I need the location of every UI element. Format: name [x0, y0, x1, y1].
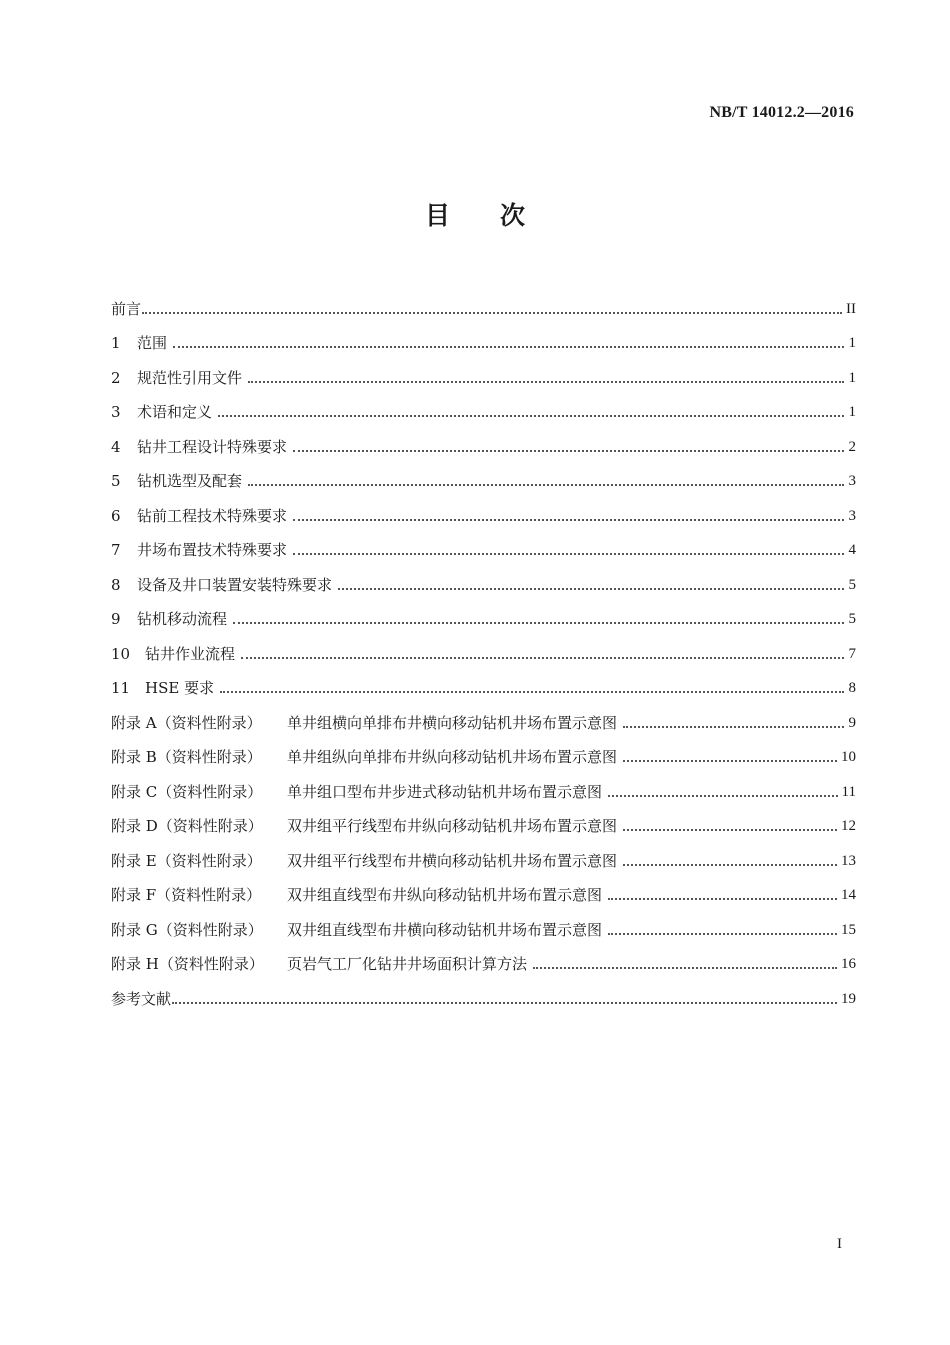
- toc-entry-label: [111, 645, 235, 663]
- toc-entry-page: 3: [848, 507, 856, 524]
- toc-entry-number: 7: [111, 541, 121, 559]
- toc-dot-leader: [293, 449, 844, 452]
- toc-dot-leader: [608, 897, 837, 900]
- toc-entry[interactable]: [111, 283, 856, 318]
- toc-entry[interactable]: [111, 387, 856, 422]
- toc-entry-label: [111, 403, 212, 421]
- toc-dot-leader: [623, 863, 837, 866]
- toc-title: 目次: [424, 201, 575, 230]
- toc-entry-number: 附录 G（资料性附录）: [111, 920, 263, 939]
- toc-entry-page: 7: [848, 645, 856, 662]
- toc-dot-leader: [623, 759, 837, 762]
- toc-entry-page: 10: [841, 749, 856, 765]
- toc-entry-page: 4: [848, 542, 856, 558]
- toc-entry-label: [111, 369, 242, 387]
- toc-entry[interactable]: [111, 939, 856, 974]
- toc-entry[interactable]: [111, 766, 856, 801]
- toc-dot-leader: [623, 725, 844, 728]
- toc-entry-title: 钻机移动流程: [137, 610, 228, 628]
- toc-entry-title: 钻前工程技术特殊要求: [137, 506, 288, 525]
- toc-entry-number: 2: [111, 368, 121, 387]
- toc-entry-page: 16: [841, 956, 856, 972]
- toc-entry-title: 双井组直线型布井纵向移动钻机井场布置示意图: [287, 886, 603, 904]
- toc-entry-page: 2: [848, 438, 856, 455]
- toc-entry-page: II: [846, 300, 856, 317]
- standard-code: NB/T 14012.2—2016: [709, 104, 854, 121]
- toc-entry-page: 15: [841, 921, 856, 938]
- toc-entry-label: [111, 921, 602, 939]
- toc-entry-number: 11: [111, 679, 131, 697]
- toc-entry-title: 单井组横向单排布井横向移动钻机井场布置示意图: [287, 713, 618, 732]
- toc-entry-label: [111, 334, 167, 352]
- toc-entry-label: [111, 610, 227, 628]
- toc-dot-leader: [173, 345, 844, 348]
- toc-entry[interactable]: [111, 697, 856, 732]
- toc-dot-leader: [142, 311, 842, 314]
- toc-entry-label: [111, 955, 527, 973]
- toc-entry-page: 1: [848, 404, 856, 420]
- toc-entry[interactable]: [111, 318, 856, 353]
- toc-entry[interactable]: [111, 559, 856, 594]
- toc-entry-page: 12: [841, 818, 856, 834]
- toc-entry-page: 9: [848, 714, 856, 731]
- toc-entry[interactable]: [111, 801, 856, 836]
- toc-entry-page: 3: [848, 473, 856, 489]
- toc-entry-label: [111, 783, 602, 801]
- toc-entry-label: [111, 438, 287, 456]
- toc-entry-title: 钻机选型及配套: [137, 472, 243, 490]
- toc-entry-title: 双井组平行线型布井纵向移动钻机井场布置示意图: [287, 817, 618, 835]
- toc-dot-leader: [338, 587, 844, 590]
- toc-dot-leader: [218, 414, 844, 417]
- toc-dot-leader: [233, 621, 844, 624]
- toc-entry-page: 19: [841, 990, 856, 1007]
- page-number: I: [837, 1236, 842, 1252]
- toc-entry-page: 1: [848, 369, 856, 386]
- toc-entry-title: 页岩气工厂化钻井井场面积计算方法: [287, 955, 528, 973]
- toc-entry-title: 规范性引用文件: [137, 368, 243, 387]
- toc-entry-title: 井场布置技术特殊要求: [137, 541, 288, 559]
- toc-entry[interactable]: [111, 628, 856, 663]
- toc-entry-number: 9: [111, 610, 121, 628]
- toc-entry-number: 附录 C（资料性附录）: [111, 782, 263, 801]
- toc-dot-leader: [533, 966, 837, 969]
- toc-entry[interactable]: [111, 663, 856, 698]
- toc-entry[interactable]: [111, 904, 856, 939]
- toc-entry[interactable]: [111, 352, 856, 387]
- toc-entry-label: [111, 817, 617, 835]
- toc-entry-title: 单井组口型布井步进式移动钻机井场布置示意图: [287, 782, 603, 801]
- toc-entry-label: [111, 852, 617, 870]
- table-of-contents: [111, 283, 856, 1008]
- toc-entry-title: 设备及井口装置安装特殊要求: [137, 575, 333, 594]
- toc-entry-label: [111, 576, 332, 594]
- toc-dot-leader: [248, 483, 844, 486]
- toc-dot-leader: [608, 932, 837, 935]
- toc-entry-page: 5: [848, 576, 856, 593]
- toc-entry-title: 钻井工程设计特殊要求: [137, 437, 288, 456]
- toc-entry[interactable]: [111, 594, 856, 629]
- toc-entry-title: 前言: [111, 299, 142, 318]
- toc-entry[interactable]: [111, 456, 856, 491]
- toc-entry[interactable]: [111, 490, 856, 525]
- toc-entry[interactable]: [111, 732, 856, 767]
- toc-entry-title: HSE 要求: [145, 679, 215, 697]
- toc-entry-page: 8: [848, 680, 856, 696]
- toc-entry-title: 钻井作业流程: [145, 644, 236, 663]
- toc-entry-number: 附录 A（资料性附录）: [111, 713, 262, 732]
- toc-entry-number: 附录 F（资料性附录）: [111, 886, 262, 904]
- toc-entry-page: 5: [848, 611, 856, 627]
- toc-entry-page: 13: [841, 852, 856, 869]
- toc-dot-leader: [172, 1001, 837, 1004]
- toc-entry-label: [111, 300, 141, 318]
- toc-entry-label: [111, 886, 602, 904]
- toc-entry-title: 参考文献: [111, 989, 172, 1008]
- toc-entry-label: [111, 472, 242, 490]
- toc-entry-label: [111, 679, 214, 697]
- toc-dot-leader: [241, 656, 844, 659]
- toc-entry-title: 术语和定义: [137, 403, 213, 421]
- toc-entry-number: 8: [111, 575, 121, 594]
- toc-entry[interactable]: [111, 870, 856, 905]
- toc-entry[interactable]: [111, 525, 856, 560]
- toc-entry[interactable]: [111, 973, 856, 1008]
- toc-entry-number: 附录 B（资料性附录）: [111, 748, 262, 766]
- toc-entry-page: 1: [848, 335, 856, 351]
- toc-entry-page: 11: [841, 783, 856, 800]
- toc-dot-leader: [293, 552, 844, 555]
- toc-entry-number: 3: [111, 403, 121, 421]
- toc-entry-number: 6: [111, 506, 121, 525]
- toc-entry-page: 14: [841, 887, 856, 903]
- toc-entry-title: 双井组平行线型布井横向移动钻机井场布置示意图: [287, 851, 618, 870]
- toc-dot-leader: [248, 380, 844, 383]
- toc-entry-number: 4: [111, 437, 121, 456]
- toc-entry-title: 双井组直线型布井横向移动钻机井场布置示意图: [287, 920, 603, 939]
- toc-dot-leader: [220, 690, 844, 693]
- toc-dot-leader: [608, 794, 838, 797]
- toc-entry-number: 5: [111, 472, 121, 490]
- toc-entry-title: 单井组纵向单排布井纵向移动钻机井场布置示意图: [287, 748, 618, 766]
- toc-entry-number: 1: [111, 334, 121, 352]
- toc-entry-label: [111, 541, 287, 559]
- toc-dot-leader: [623, 828, 837, 831]
- toc-entry-label: [111, 714, 617, 732]
- toc-entry-label: [111, 507, 287, 525]
- toc-entry-title: 范围: [137, 334, 168, 352]
- toc-entry-number: 10: [111, 644, 131, 663]
- toc-dot-leader: [293, 518, 844, 521]
- toc-entry-number: 附录 H（资料性附录）: [111, 955, 264, 973]
- toc-entry-number: 附录 E（资料性附录）: [111, 851, 262, 870]
- toc-entry[interactable]: [111, 421, 856, 456]
- toc-entry[interactable]: [111, 835, 856, 870]
- toc-entry-label: [111, 990, 171, 1008]
- toc-entry-label: [111, 748, 617, 766]
- toc-entry-number: 附录 D（资料性附录）: [111, 817, 263, 835]
